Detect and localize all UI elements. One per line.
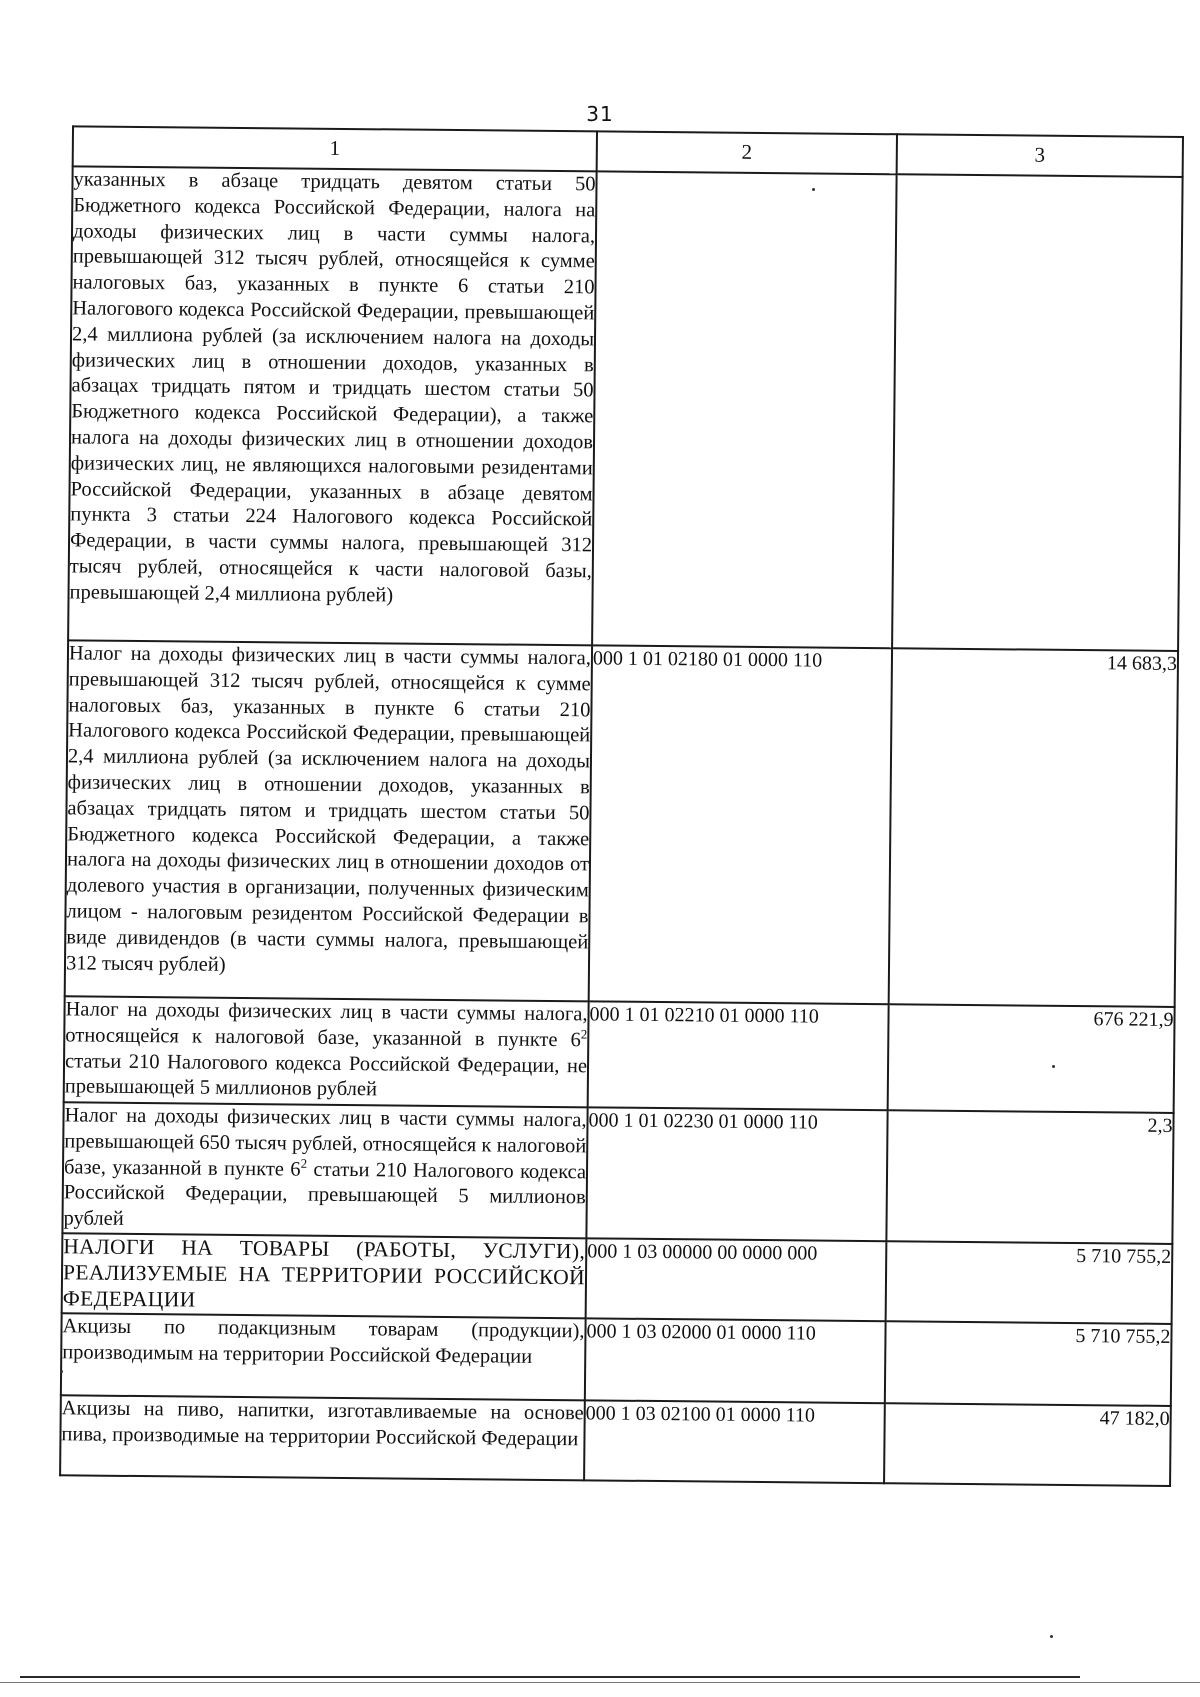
row-amount: 5 710 755,2	[886, 1241, 1173, 1324]
row-amount	[892, 174, 1183, 651]
budget-revenue-table	[59, 125, 1184, 1487]
row-budget-code: 000 1 03 02100 01 0000 110	[584, 1400, 885, 1483]
row-description: Налог на доходы физических лиц в части суммы налога, превышающей 312 тысяч рублей, относящейся к сумме налоговых баз, указанных в пункте 6 статьи 210 Налогового кодекса Российской Федерации, превышающей 2,4 миллиона рублей (за исключением налога на доходы физических лиц в отношении доходов, указанных в абзацах тридцать пятом и тридцать шестом статьи 50 Бюджетного кодекса Российской Федерации, а также налога на доходы физических лиц в отношении доходов от долевого участия в организации, полученных физическим лицом - налоговым резидентом Российской Федерации в виде дивидендов (в части суммы налога, превышающей 312 тысяч рублей)	[65, 640, 592, 1001]
row-amount: 2,3	[886, 1110, 1173, 1244]
row-description: Акцизы по подакцизным товарам (продукции), производимым на территории Российской Федерации	[61, 1313, 586, 1400]
row-budget-code: 000 1 01 02210 01 0000 110	[588, 1001, 889, 1110]
row-description	[62, 1102, 587, 1238]
column-header-code: 2	[597, 131, 897, 174]
row-amount: 14 683,3	[889, 648, 1178, 1007]
table-row	[68, 166, 1182, 651]
row-budget-code	[592, 171, 897, 648]
row-budget-code: 000 1 03 00000 00 0000 000	[586, 1238, 887, 1321]
budget-table-sheet	[59, 125, 1182, 1487]
row-description-text-cont: статьи 210 Налогового кодекса Российской Федерации, не превышающей 5 миллионов рублей	[64, 1049, 588, 1101]
row-description-text-cont: статьи 210 Налогового кодекса Российской Федерации, превышающей 5 миллионов рублей	[63, 1158, 587, 1231]
row-amount: 676 221,9	[888, 1004, 1175, 1113]
table-row	[62, 1102, 1173, 1244]
scan-speck	[60, 1370, 63, 1373]
row-description: указанных в абзаце тридцать девятом статьи 50 Бюджетного кодекса Российской Федерации, налога на доходы физических лиц в части суммы налога, превышающей 312 тысяч рублей, относящейся к сумме налоговых баз, указанных в пункте 6 статьи 210 Налогового кодекса Российской Федерации, превышающей 2,4 миллиона рублей (за исключением налога на доходы физических лиц в отношении доходов, указанных в абзацах тридцать пятом и тридцать шестом статьи 50 Бюджетного кодекса Российской Федерации), а также налога на доходы физических лиц в отношении доходов физических лиц, не являющихся налоговыми резидентами Российской Федерации, указанных в абзаце девятом пункта 3 статьи 224 Налогового кодекса Российской Федерации, в части суммы налога, превышающей 312 тысяч рублей, относящейся к части налоговой базы, превышающей 2,4 миллиона рублей)	[68, 166, 597, 645]
scan-speck	[1052, 1065, 1055, 1068]
page-number: 31	[586, 102, 614, 126]
row-amount: 47 182,0	[884, 1403, 1171, 1486]
row-budget-code: 000 1 01 02180 01 0000 110	[589, 645, 892, 1004]
column-header-description: 1	[73, 126, 597, 171]
scan-edge-line	[20, 1676, 1080, 1678]
table-row	[64, 996, 1175, 1113]
row-description-text: Налог на доходы физических лиц в части суммы налога, относящейся к налоговой базе, указанной в пункте 6	[65, 998, 588, 1052]
superscript: 2	[580, 1026, 588, 1042]
superscript: 2	[300, 1155, 308, 1171]
scan-edge-line	[0, 1682, 1200, 1683]
row-budget-code: 000 1 01 02230 01 0000 110	[586, 1107, 887, 1241]
row-description: Акцизы на пиво, напитки, изготавливаемые на основе пива, производимые на территории Российской Федерации	[60, 1395, 585, 1480]
scan-speck	[1050, 1635, 1053, 1638]
row-budget-code: 000 1 03 02000 01 0000 110	[585, 1318, 886, 1403]
table-row	[65, 640, 1178, 1007]
row-description-text: Налог на доходы физических лиц в части суммы налога, превышающей 650 тысяч рублей, относящейся к налоговой базе, указанной в пункте 6	[63, 1104, 587, 1181]
scan-speck	[812, 188, 815, 191]
table-row	[60, 1395, 1171, 1486]
column-header-amount: 3	[897, 134, 1183, 177]
row-amount: 5 710 755,2	[885, 1321, 1172, 1406]
table-row	[62, 1233, 1173, 1324]
row-description: НАЛОГИ НА ТОВАРЫ (РАБОТЫ, УСЛУГИ), РЕАЛИЗУЕМЫЕ НА ТЕРРИТОРИИ РОССИЙСКОЙ ФЕДЕРАЦИИ	[62, 1233, 587, 1318]
row-description	[64, 996, 589, 1107]
table-row	[61, 1313, 1172, 1406]
